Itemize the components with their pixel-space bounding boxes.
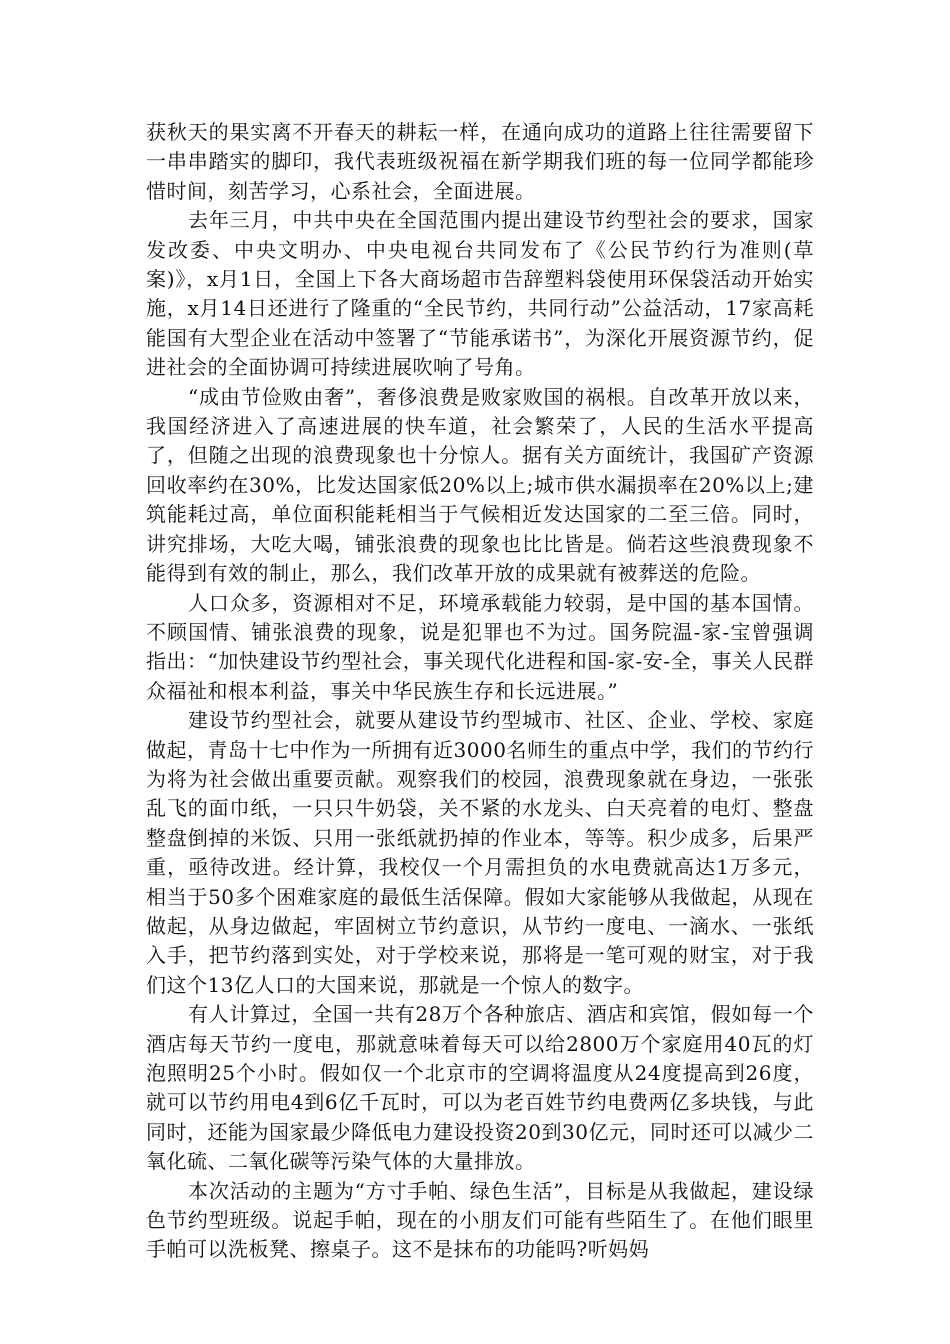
paragraph-6: 有人计算过，全国一共有28万个各种旅店、酒店和宾馆，假如每一个酒店每天节约一度电，那就意味着每天可以给2800万个家庭用40瓦的灯泡照明25个小时。假如仅一个北京市的空调将温度从24度提高到26度，就可以节约用电4到6亿千瓦时，可以为老百姓节约电费两亿多块钱，与此同时，还能为国家最少降低电力建设投资20到30亿元，同时还可以减少二氧化硫、二氧化碳等污染气体的大量排放。 (146, 1002, 814, 1174)
paragraph-4: 人口众多，资源相对不足，环境承载能力较弱，是中国的基本国情。不顾国情、铺张浪费的现象，说是犯罪也不为过。国务院温-家-宝曾强调指出：“加快建设节约型社会，事关现代化进程和国-家-安-全，事关人民群众福祉和根本利益，事关中华民族生存和长远进展。” (146, 590, 814, 703)
paragraph-3: “成由节俭败由奢”，奢侈浪费是败家败国的祸根。自改革开放以来，我国经济进入了高速进展的快车道，社会繁荣了，人民的生活水平提高了，但随之出现的浪费现象也十分惊人。据有关方面统计，我国矿产资源回收率约在30%，比发达国家低20%以上;城市供水漏损率在20%以上;建筑能耗过高，单位面积能耗相当于气候相近发达国家的二至三倍。同时，讲究排场，大吃大喝，铺张浪费的现象也比比皆是。倘若这些浪费现象不能得到有效的制止，那么，我们改革开放的成果就有被葬送的危险。 (146, 384, 814, 586)
paragraph-5: 建设节约型社会，就要从建设节约型城市、社区、企业、学校、家庭做起，青岛十七中作为一所拥有近3000名师生的重点中学，我们的节约行为将为社会做出重要贡献。观察我们的校园，浪费现象就在身边，一张张乱飞的面巾纸，一只只牛奶袋，关不紧的水龙头、白天亮着的电灯、整盘整盘倒掉的米饭、只用一张纸就扔掉的作业本，等等。积少成多，后果严重，亟待改进。经计算，我校仅一个月需担负的水电费就高达1万多元，相当于50多个困难家庭的最低生活保障。假如大家能够从我做起，从现在做起，从身边做起，牢固树立节约意识，从节约一度电、一滴水、一张纸入手，把节约落到实处，对于学校来说，那将是一笔可观的财宝，对于我们这个13亿人口的大国来说，那就是一个惊人的数字。 (146, 708, 814, 997)
paragraph-1: 获秋天的果实离不开春天的耕耘一样，在通向成功的道路上往往需要留下一串串踏实的脚印，我代表班级祝福在新学期我们班的每一位同学都能珍惜时间，刻苦学习，心系社会，全面进展。 (146, 120, 814, 203)
paragraph-2: 去年三月，中共中央在全国范围内提出建设节约型社会的要求，国家发改委、中央文明办、中央电视台共同发布了《公民节约行为准则(草案)》，x月1日，全国上下各大商场超市告辞塑料袋使用环保袋活动开始实施，x月14日还进行了隆重的“全民节约，共同行动”公益活动，17家高耗能国有大型企业在活动中签署了“节能承诺书”，为深化开展资源节约，促进社会的全面协调可持续进展吹响了号角。 (146, 208, 814, 380)
paragraph-7: 本次活动的主题为“方寸手帕、绿色生活”，目标是从我做起，建设绿色节约型班级。说起手帕，现在的小朋友们可能有些陌生了。在他们眼里手帕可以洗板凳、擦桌子。这不是抹布的功能吗?听妈妈 (146, 1178, 814, 1262)
document-body (146, 118, 814, 1265)
